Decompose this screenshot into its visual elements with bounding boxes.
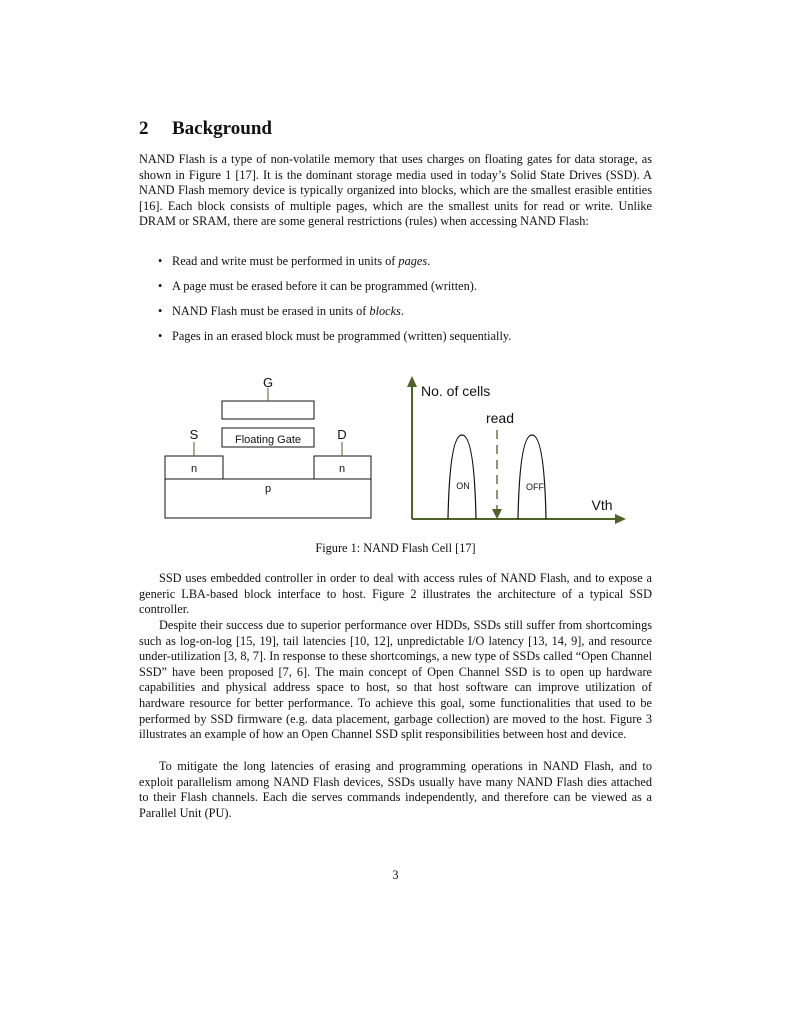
figure-caption: Figure 1: NAND Flash Cell [17] <box>315 541 476 555</box>
rule-item: • Read and write must be performed in units of pages. <box>158 254 652 270</box>
cell-diagram <box>165 388 371 518</box>
gate-label: G <box>262 375 274 390</box>
nand-flash-cell-figure <box>150 368 640 528</box>
figure-1 <box>150 368 640 528</box>
body-paragraph: To mitigate the long latencies of erasing and programming operations in NAND Flash, and to exploit parallelism among NAND Flash devices, SSDs usually have many NAND Flash dies attached to their Flash channels. Each die serves commands independently, and therefore can be viewed as a Parallel Unit (PU). <box>139 759 652 820</box>
rule-item: • A page must be erased before it can be programmed (written). <box>158 279 652 295</box>
y-axis-arrowhead <box>407 376 417 387</box>
n-left-label: n <box>190 463 198 475</box>
intro-paragraph: NAND Flash is a type of non-volatile memory that uses charges on floating gates for data storage, as shown in Figure 1 [17]. It is the dominant storage media used in today’s Solid State Drives (SSD). A NAND Flash memory device is typically organized into blocks, which are the smallest erasible entities [16]. Each block consists of multiple pages, which are the smallest units for read or write. Unlike DRAM or SRAM, there are some general restrictions (rules) when accessing NAND Flash: <box>139 152 652 229</box>
rule-item: • Pages in an erased block must be programmed (written) sequentially. <box>158 329 652 345</box>
rule-item: • NAND Flash must be erased in units of blocks. <box>158 304 652 320</box>
floating-gate-label: Floating Gate <box>234 434 302 446</box>
read-label: read <box>485 410 515 426</box>
read-arrowhead <box>492 509 502 519</box>
section-number: 2 <box>139 118 149 139</box>
x-axis-label: Vth <box>591 497 613 513</box>
control-gate <box>222 401 314 419</box>
off-label: OFF <box>526 482 544 492</box>
body-paragraph: Despite their success due to superior performance over HDDs, SSDs still suffer from shortcomings such as log-on-log [15, 19], tail latencies [10, 12], unpredictable I/O latency [13, 14, 9], and resource under-utilization [3, 8, 7]. In response to these shortcomings, a new type of SSDs called “Open Channel SSD” have been proposed [7, 6]. The main concept of Open Channel SSD is to open up hardware capabilities and physical address space to host, so that host software can improve utilization of hardware resource for better performance. To achieve this goal, some functionalities that used to be performed by SSD firmware (e.g. data placement, garbage collection) are moved to the host. Figure 3 illustrates an example of how an Open Channel SSD split responsibilities between host and device. <box>139 618 652 742</box>
section-title: Background <box>172 118 272 139</box>
on-label: ON <box>456 481 470 491</box>
y-axis-label: No. of cells <box>421 383 491 399</box>
n-right-label: n <box>338 463 346 475</box>
on-distribution-curve <box>448 435 476 519</box>
x-axis-arrowhead <box>615 514 626 524</box>
substrate-label: p <box>264 483 272 495</box>
off-distribution-curve <box>518 435 546 519</box>
page-number: 3 <box>392 868 399 882</box>
body-paragraph: SSD uses embedded controller in order to deal with access rules of NAND Flash, and to expose a generic LBA-based block interface to host. Figure 2 illustrates the architecture of a typical SSD controller. <box>139 571 652 617</box>
source-label: S <box>189 427 199 442</box>
section-heading <box>139 118 272 140</box>
rules-list <box>158 254 652 354</box>
drain-label: D <box>337 427 347 442</box>
